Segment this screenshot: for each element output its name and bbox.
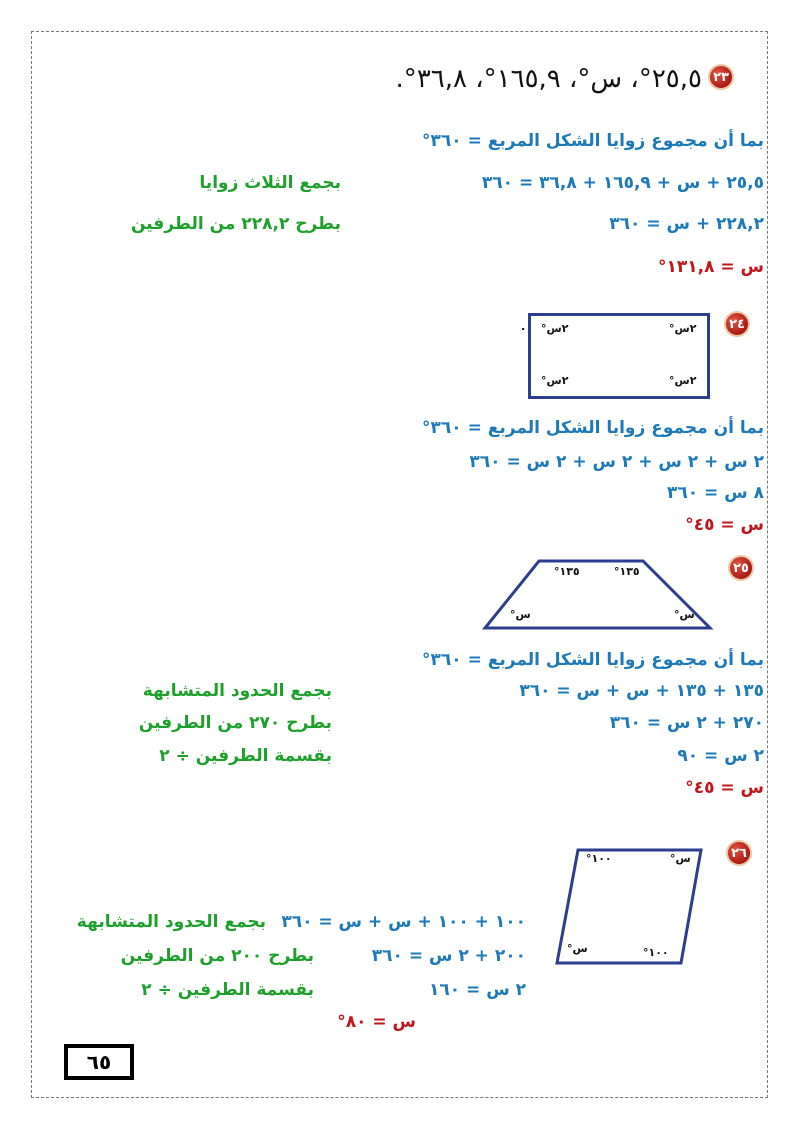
page-number: ٦٥ [86, 1050, 112, 1074]
problem-23-note-1: بجمع الثلاث زوايا [199, 173, 341, 193]
problem-25-answer: س = ٤٥° [685, 778, 764, 798]
problem-24-step-2: ٨ س = ٣٦٠ [667, 483, 764, 503]
problem-25-note-1: بجمع الحدود المتشابهة [142, 681, 332, 701]
problem-26-note-2: بطرح ٢٠٠ من الطرفين [120, 946, 314, 966]
problem-23-step-2: ٢٢٨,٢ + س = ٣٦٠ [609, 214, 764, 234]
problem-25-statement: بما أن مجموع زوايا الشكل المربع = ٣٦٠° [422, 650, 764, 670]
problem-26-answer: س = ٨٠° [337, 1012, 416, 1032]
problem-24-dot: . [521, 320, 526, 333]
problem-25-note-2: بطرح ٢٧٠ من الطرفين [138, 713, 332, 733]
problem-26-badge: ٢٦ [726, 840, 752, 866]
problem-23-step-1: ٢٥,٥ + س + ١٦٥,٩ + ٣٦,٨ = ٣٦٠ [481, 173, 764, 193]
problem-23-answer: س = ١٣١,٨° [657, 257, 764, 277]
problem-24-answer: س = ٤٥° [685, 515, 764, 535]
problem-26-angle-tr: س° [670, 852, 691, 865]
problem-26-step-3: ٢ س = ١٦٠ [429, 980, 526, 1000]
problem-23-given: ٢٥,٥°، س°، ١٦٥,٩°، ٣٦,٨°. [395, 64, 702, 94]
problem-25-angle-tl: ١٣٥° [554, 565, 580, 578]
problem-25-angle-br: س° [674, 608, 695, 621]
problem-25-step-1: ١٣٥ + ١٣٥ + س + س = ٣٦٠ [519, 681, 764, 701]
problem-24-angle-tl: ٢س° [541, 322, 569, 335]
problem-26-step-1: ١٠٠ + ١٠٠ + س + س = ٣٦٠ [281, 912, 526, 932]
problem-25-step-2: ٢٧٠ + ٢ س = ٣٦٠ [609, 713, 764, 733]
problem-26-note-1: بجمع الحدود المتشابهة [76, 912, 266, 932]
problem-23-statement: بما أن مجموع زوايا الشكل المربع = ٣٦٠° [422, 131, 764, 151]
problem-24-angle-tr: ٢س° [669, 322, 697, 335]
problem-25-badge: ٢٥ [728, 555, 754, 581]
problem-24-step-1: ٢ س + ٢ س + ٢ س + ٢ س = ٣٦٠ [469, 452, 764, 472]
problem-24-angle-br: ٢س° [669, 374, 697, 387]
problem-24-angle-bl: ٢س° [541, 374, 569, 387]
page-number-box [64, 1044, 134, 1080]
problem-23-note-2: بطرح ٢٢٨,٢ من الطرفين [130, 214, 341, 234]
problem-26-angle-bl: س° [567, 942, 588, 955]
problem-24-badge: ٢٤ [724, 311, 750, 337]
problem-26-note-3: بقسمة الطرفين ÷ ٢ [141, 980, 314, 1000]
problem-26-step-2: ٢٠٠ + ٢ س = ٣٦٠ [371, 946, 526, 966]
problem-23-badge: ٢٣ [708, 64, 734, 90]
problem-25-trapezoid [480, 557, 716, 633]
problem-25-angle-bl: س° [510, 608, 531, 621]
problem-26-angle-tl: ١٠٠° [586, 852, 612, 865]
problem-24-statement: بما أن مجموع زوايا الشكل المربع = ٣٦٠° [422, 418, 764, 438]
problem-25-step-3: ٢ س = ٩٠ [677, 746, 764, 766]
problem-25-note-3: بقسمة الطرفين ÷ ٢ [159, 746, 332, 766]
problem-25-angle-tr: ١٣٥° [614, 565, 640, 578]
problem-26-angle-br: ١٠٠° [643, 946, 669, 959]
